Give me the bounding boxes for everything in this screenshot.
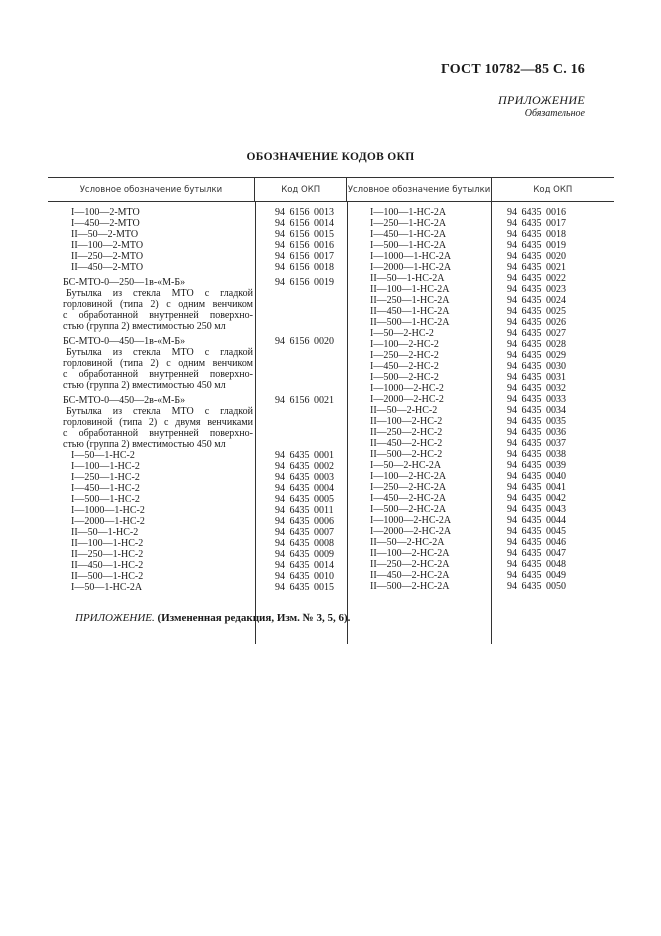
header-designation-left: Условное обозначение бутылки [79,184,223,195]
bottle-designation: I—100—2-МТО [71,207,140,218]
okp-code: 94 6435 0046 [507,537,566,548]
okp-code: 94 6156 0019 [275,277,334,288]
okp-code: 94 6435 0020 [507,251,566,262]
bottle-designation: II—500—1-НС-2 [71,571,144,582]
okp-code: 94 6435 0035 [507,416,566,427]
bottle-designation: II—50—1-НС-2А [370,273,445,284]
okp-code: 94 6435 0002 [275,461,334,472]
bottle-description [48,347,255,391]
header-designation-right: Условное обозначение бутылки [346,178,490,201]
bottle-designation: I—450—1-НС-2А [370,229,447,240]
right-designation-column [347,202,491,644]
bottle-designation: I—450—2-МТО [71,218,140,229]
bottle-designation: БС-МТО-0—450—1в-«М-Б» [63,336,186,347]
bottle-description [48,406,255,450]
footer-note [75,612,350,624]
appendix-label: ПРИЛОЖЕНИЕ [498,93,585,107]
okp-code: 94 6435 0004 [275,483,334,494]
bottle-designation: II—500—1-НС-2А [370,317,450,328]
description-line: с обработанной внутренней поверхно- [63,310,253,321]
okp-code: 94 6156 0021 [275,395,334,406]
bottle-designation: I—100—2-НС-2А [370,471,447,482]
okp-code: 94 6156 0020 [275,336,334,347]
header-code-right: Код ОКП [491,178,614,201]
bottle-designation: I—250—1-НС-2А [370,218,447,229]
bottle-designation: I—250—1-НС-2 [71,472,140,483]
okp-code: 94 6435 0050 [507,581,566,592]
description-line: с обработанной внутренней поверхно- [63,428,253,439]
okp-code: 94 6156 0015 [275,229,334,240]
left-designation-column [48,202,255,644]
bottle-designation: I—2000—2-НС-2А [370,526,452,537]
okp-code: 94 6435 0007 [275,527,334,538]
bottle-designation: II—100—2-НС-2А [370,548,450,559]
bottle-designation: I—100—1-НС-2А [370,207,447,218]
bottle-designation: I—50—1-НС-2А [71,582,143,593]
table-header-row [48,178,614,202]
okp-code: 94 6435 0027 [507,328,566,339]
okp-code: 94 6435 0031 [507,372,566,383]
okp-code: 94 6435 0003 [275,472,334,483]
bottle-designation: I—500—2-НС-2 [370,372,439,383]
okp-code: 94 6435 0026 [507,317,566,328]
section-title: ОБОЗНАЧЕНИЕ КОДОВ ОКП [246,151,415,163]
okp-code: 94 6435 0015 [275,582,334,593]
footer-amendment: (Измененная редакция, Изм. № 3, 5, 6). [157,612,351,624]
description-line: Бутылка из стекла МТО с гладкой [66,288,253,299]
bottle-designation: II—100—2-МТО [71,240,144,251]
okp-code: 94 6435 0016 [507,207,566,218]
okp-code: 94 6435 0008 [275,538,334,549]
bottle-designation: II—250—2-НС-2А [370,559,450,570]
okp-code: 94 6435 0034 [507,405,566,416]
bottle-designation: II—450—2-НС-2 [370,438,443,449]
bottle-designation: I—100—2-НС-2 [370,339,439,350]
okp-code: 94 6156 0018 [275,262,334,273]
bottle-designation: I—2000—1-НС-2 [71,516,145,527]
footer-label: ПРИЛОЖЕНИЕ. [75,612,155,624]
bottle-designation: I—450—2-НС-2А [370,493,447,504]
description-line: стью (группа 2) вместимостью 450 мл [63,439,226,450]
okp-code: 94 6435 0039 [507,460,566,471]
description-line: Бутылка из стекла МТО с гладкой [66,347,253,358]
description-line: с обработанной внутренней поверхно- [63,369,253,380]
bottle-designation: II—450—1-НС-2А [370,306,450,317]
okp-code: 94 6435 0018 [507,229,566,240]
bottle-designation: I—1000—1-НС-2 [71,505,145,516]
okp-code: 94 6435 0042 [507,493,566,504]
bottle-designation: II—100—1-НС-2А [370,284,450,295]
okp-code: 94 6435 0029 [507,350,566,361]
appendix-status: Обязательное [524,108,585,119]
okp-code: 94 6435 0043 [507,504,566,515]
page-header: ГОСТ 10782—85 С. 16 [441,62,585,77]
bottle-designation: II—450—2-НС-2А [370,570,450,581]
okp-code: 94 6435 0041 [507,482,566,493]
bottle-designation: II—100—1-НС-2 [71,538,144,549]
bottle-designation: II—450—2-МТО [71,262,144,273]
bottle-description [48,288,255,332]
okp-code: 94 6435 0049 [507,570,566,581]
okp-codes-table [48,177,614,644]
bottle-designation: БС-МТО-0—250—1в-«М-Б» [63,277,186,288]
okp-code: 94 6435 0038 [507,449,566,460]
okp-code: 94 6435 0019 [507,240,566,251]
bottle-designation: II—250—2-МТО [71,251,144,262]
okp-code: 94 6435 0033 [507,394,566,405]
bottle-designation: II—50—1-НС-2 [71,527,139,538]
bottle-designation: II—500—2-НС-2 [370,449,443,460]
okp-code: 94 6435 0044 [507,515,566,526]
okp-code: 94 6435 0028 [507,339,566,350]
left-code-column [255,202,347,644]
bottle-designation: I—1000—2-НС-2А [370,515,452,526]
okp-code: 94 6156 0016 [275,240,334,251]
okp-code: 94 6435 0037 [507,438,566,449]
okp-code: 94 6435 0036 [507,427,566,438]
okp-code: 94 6435 0045 [507,526,566,537]
bottle-designation: I—1000—2-НС-2 [370,383,444,394]
bottle-designation: I—500—1-НС-2А [370,240,447,251]
okp-code: 94 6435 0021 [507,262,566,273]
bottle-designation: II—250—1-НС-2 [71,549,144,560]
bottle-designation: I—250—2-НС-2А [370,482,447,493]
okp-code: 94 6156 0013 [275,207,334,218]
bottle-designation: I—50—1-НС-2 [71,450,135,461]
okp-code: 94 6435 0010 [275,571,334,582]
okp-code: 94 6435 0048 [507,559,566,570]
bottle-designation: I—250—2-НС-2 [370,350,439,361]
bottle-designation: БС-МТО-0—450—2в-«М-Б» [63,395,186,406]
bottle-designation: II—250—1-НС-2А [370,295,450,306]
okp-code: 94 6435 0023 [507,284,566,295]
right-code-column [491,202,614,644]
okp-code: 94 6435 0024 [507,295,566,306]
description-line: Бутылка из стекла МТО с гладкой [66,406,253,417]
okp-code: 94 6435 0017 [507,218,566,229]
bottle-designation: I—2000—2-НС-2 [370,394,444,405]
okp-code: 94 6435 0006 [275,516,334,527]
description-line: горловиной (типа 2) с одним венчиком [63,358,253,369]
bottle-designation: II—500—2-НС-2А [370,581,450,592]
okp-code: 94 6435 0047 [507,548,566,559]
okp-code: 94 6156 0017 [275,251,334,262]
bottle-designation: II—250—2-НС-2 [370,427,443,438]
description-line: стью (группа 2) вместимостью 250 мл [63,321,226,332]
bottle-designation: I—450—1-НС-2 [71,483,140,494]
bottle-designation: I—500—1-НС-2 [71,494,140,505]
okp-code: 94 6435 0032 [507,383,566,394]
bottle-designation: I—450—2-НС-2 [370,361,439,372]
appendix-block [498,94,585,120]
okp-code: 94 6435 0014 [275,560,334,571]
bottle-designation: II—100—2-НС-2 [370,416,443,427]
bottle-designation: II—50—2-НС-2А [370,537,445,548]
okp-code: 94 6435 0022 [507,273,566,284]
okp-code: 94 6435 0025 [507,306,566,317]
bottle-designation: II—50—2-НС-2 [370,405,438,416]
bottle-designation: I—50—2-НС-2 [370,328,434,339]
bottle-designation: I—2000—1-НС-2А [370,262,452,273]
okp-code: 94 6435 0009 [275,549,334,560]
description-line: горловиной (типа 2) с одним венчиком [63,299,253,310]
bottle-designation: I—50—2-НС-2А [370,460,442,471]
bottle-designation: I—1000—1-НС-2А [370,251,452,262]
table-body [48,202,614,644]
okp-code: 94 6156 0014 [275,218,334,229]
bottle-designation: I—500—2-НС-2А [370,504,447,515]
okp-code: 94 6435 0011 [275,505,334,516]
description-line: стью (группа 2) вместимостью 450 мл [63,380,226,391]
okp-code: 94 6435 0030 [507,361,566,372]
bottle-designation: II—50—2-МТО [71,229,139,240]
bottle-designation: I—100—1-НС-2 [71,461,140,472]
bottle-designation: II—450—1-НС-2 [71,560,144,571]
description-line: горловиной (типа 2) с двумя венчиками [63,417,253,428]
okp-code: 94 6435 0001 [275,450,334,461]
okp-code: 94 6435 0040 [507,471,566,482]
okp-code: 94 6435 0005 [275,494,334,505]
header-code-left: Код ОКП [254,178,347,201]
